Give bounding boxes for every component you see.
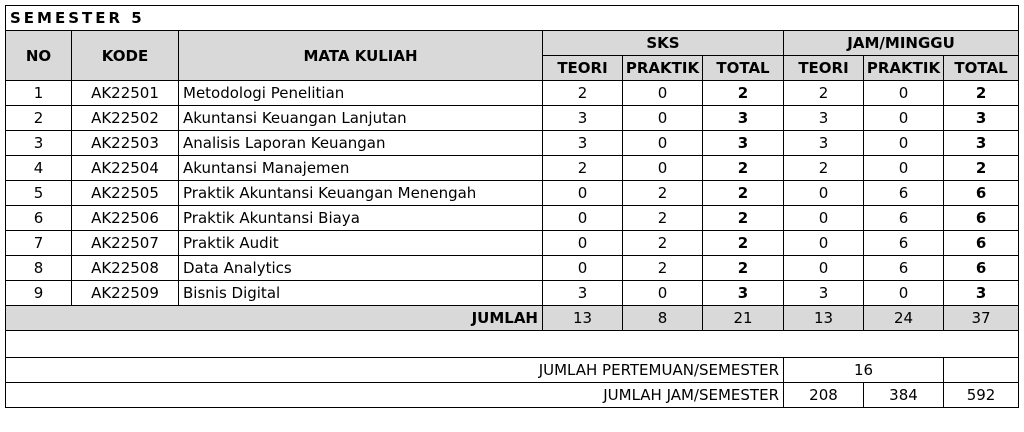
course-sks-praktik: 0 [623,131,703,156]
jumlah-sks-total: 21 [703,306,784,331]
course-jam-teori: 2 [784,81,864,106]
table-row [6,256,1019,281]
course-sks-teori: 0 [543,206,623,231]
course-kode: AK22502 [72,106,179,131]
table-row [6,81,1019,106]
jumlah-row [6,306,1019,331]
pertemuan-value: 16 [784,358,944,383]
course-jam-praktik: 6 [864,206,944,231]
course-jam-teori: 0 [784,231,864,256]
spacer-cell [6,331,1019,358]
jam-semester-teori: 208 [784,383,864,408]
course-kode: AK22506 [72,206,179,231]
course-sks-total: 3 [703,281,784,306]
course-jam-teori: 2 [784,156,864,181]
course-kode: AK22501 [72,81,179,106]
course-jam-total: 2 [944,156,1019,181]
course-kode: AK22505 [72,181,179,206]
course-name: Praktik Akuntansi Keuangan Menengah [179,181,543,206]
course-sks-praktik: 2 [623,231,703,256]
course-sks-praktik: 0 [623,81,703,106]
course-sks-teori: 0 [543,256,623,281]
course-jam-total: 6 [944,231,1019,256]
course-no: 1 [6,81,72,106]
course-name: Bisnis Digital [179,281,543,306]
jam-semester-row [6,383,1019,408]
course-sks-teori: 3 [543,106,623,131]
col-group-jam-minggu: JAM/MINGGU [784,31,1019,56]
jumlah-sks-teori: 13 [543,306,623,331]
course-jam-praktik: 0 [864,131,944,156]
course-jam-teori: 3 [784,106,864,131]
table-row [6,281,1019,306]
col-header-jam-teori: TEORI [784,56,864,81]
table-row [6,131,1019,156]
course-name: Praktik Akuntansi Biaya [179,206,543,231]
table-row [6,156,1019,181]
spacer-row [6,331,1019,358]
course-jam-total: 3 [944,131,1019,156]
jam-semester-praktik: 384 [864,383,944,408]
col-header-sks-total: TOTAL [703,56,784,81]
semester-title: SEMESTER 5 [6,6,1019,31]
course-jam-praktik: 0 [864,156,944,181]
course-no: 8 [6,256,72,281]
curriculum-table [5,5,1019,408]
course-jam-praktik: 0 [864,106,944,131]
course-name: Akuntansi Manajemen [179,156,543,181]
course-sks-total: 3 [703,106,784,131]
course-jam-praktik: 0 [864,81,944,106]
course-sks-praktik: 0 [623,106,703,131]
course-jam-total: 2 [944,81,1019,106]
course-name: Data Analytics [179,256,543,281]
course-name: Praktik Audit [179,231,543,256]
table-row [6,181,1019,206]
course-jam-praktik: 6 [864,231,944,256]
course-jam-teori: 3 [784,281,864,306]
jam-semester-label: JUMLAH JAM/SEMESTER [6,383,784,408]
course-no: 3 [6,131,72,156]
course-jam-total: 3 [944,106,1019,131]
course-sks-teori: 0 [543,231,623,256]
course-sks-teori: 0 [543,181,623,206]
course-sks-total: 3 [703,131,784,156]
pertemuan-label: JUMLAH PERTEMUAN/SEMESTER [6,358,784,383]
course-jam-total: 6 [944,206,1019,231]
table-row [6,206,1019,231]
table-row [6,106,1019,131]
col-header-sks-teori: TEORI [543,56,623,81]
jumlah-jam-total: 37 [944,306,1019,331]
header-row-1 [6,31,1019,56]
course-no: 5 [6,181,72,206]
course-jam-praktik: 6 [864,181,944,206]
course-kode: AK22507 [72,231,179,256]
col-header-jam-total: TOTAL [944,56,1019,81]
course-no: 9 [6,281,72,306]
jumlah-label: JUMLAH [6,306,543,331]
course-kode: AK22504 [72,156,179,181]
col-header-kode: KODE [72,31,179,81]
course-name: Analisis Laporan Keuangan [179,131,543,156]
table-row [6,231,1019,256]
course-jam-total: 3 [944,281,1019,306]
col-header-no: NO [6,31,72,81]
col-group-sks: SKS [543,31,784,56]
course-kode: AK22509 [72,281,179,306]
jumlah-sks-praktik: 8 [623,306,703,331]
course-no: 2 [6,106,72,131]
course-sks-teori: 3 [543,131,623,156]
course-no: 7 [6,231,72,256]
course-jam-teori: 0 [784,181,864,206]
course-sks-praktik: 2 [623,206,703,231]
course-sks-total: 2 [703,256,784,281]
title-row [6,6,1019,31]
course-sks-praktik: 0 [623,281,703,306]
course-jam-total: 6 [944,181,1019,206]
course-sks-total: 2 [703,81,784,106]
course-sks-praktik: 2 [623,181,703,206]
course-sks-teori: 3 [543,281,623,306]
course-sks-praktik: 2 [623,256,703,281]
course-sks-total: 2 [703,156,784,181]
course-no: 4 [6,156,72,181]
course-jam-praktik: 6 [864,256,944,281]
course-no: 6 [6,206,72,231]
col-header-jam-praktik: PRAKTIK [864,56,944,81]
col-header-sks-praktik: PRAKTIK [623,56,703,81]
course-sks-total: 2 [703,231,784,256]
course-jam-praktik: 0 [864,281,944,306]
jumlah-jam-teori: 13 [784,306,864,331]
course-jam-total: 6 [944,256,1019,281]
course-sks-teori: 2 [543,81,623,106]
course-name: Akuntansi Keuangan Lanjutan [179,106,543,131]
course-sks-praktik: 0 [623,156,703,181]
course-sks-teori: 2 [543,156,623,181]
pertemuan-row [6,358,1019,383]
course-jam-teori: 0 [784,256,864,281]
course-kode: AK22503 [72,131,179,156]
jumlah-jam-praktik: 24 [864,306,944,331]
course-name: Metodologi Penelitian [179,81,543,106]
course-sks-total: 2 [703,181,784,206]
col-header-mata-kuliah: MATA KULIAH [179,31,543,81]
course-sks-total: 2 [703,206,784,231]
jam-semester-total: 592 [944,383,1019,408]
course-jam-teori: 0 [784,206,864,231]
course-jam-teori: 3 [784,131,864,156]
pertemuan-empty [944,358,1019,383]
course-kode: AK22508 [72,256,179,281]
